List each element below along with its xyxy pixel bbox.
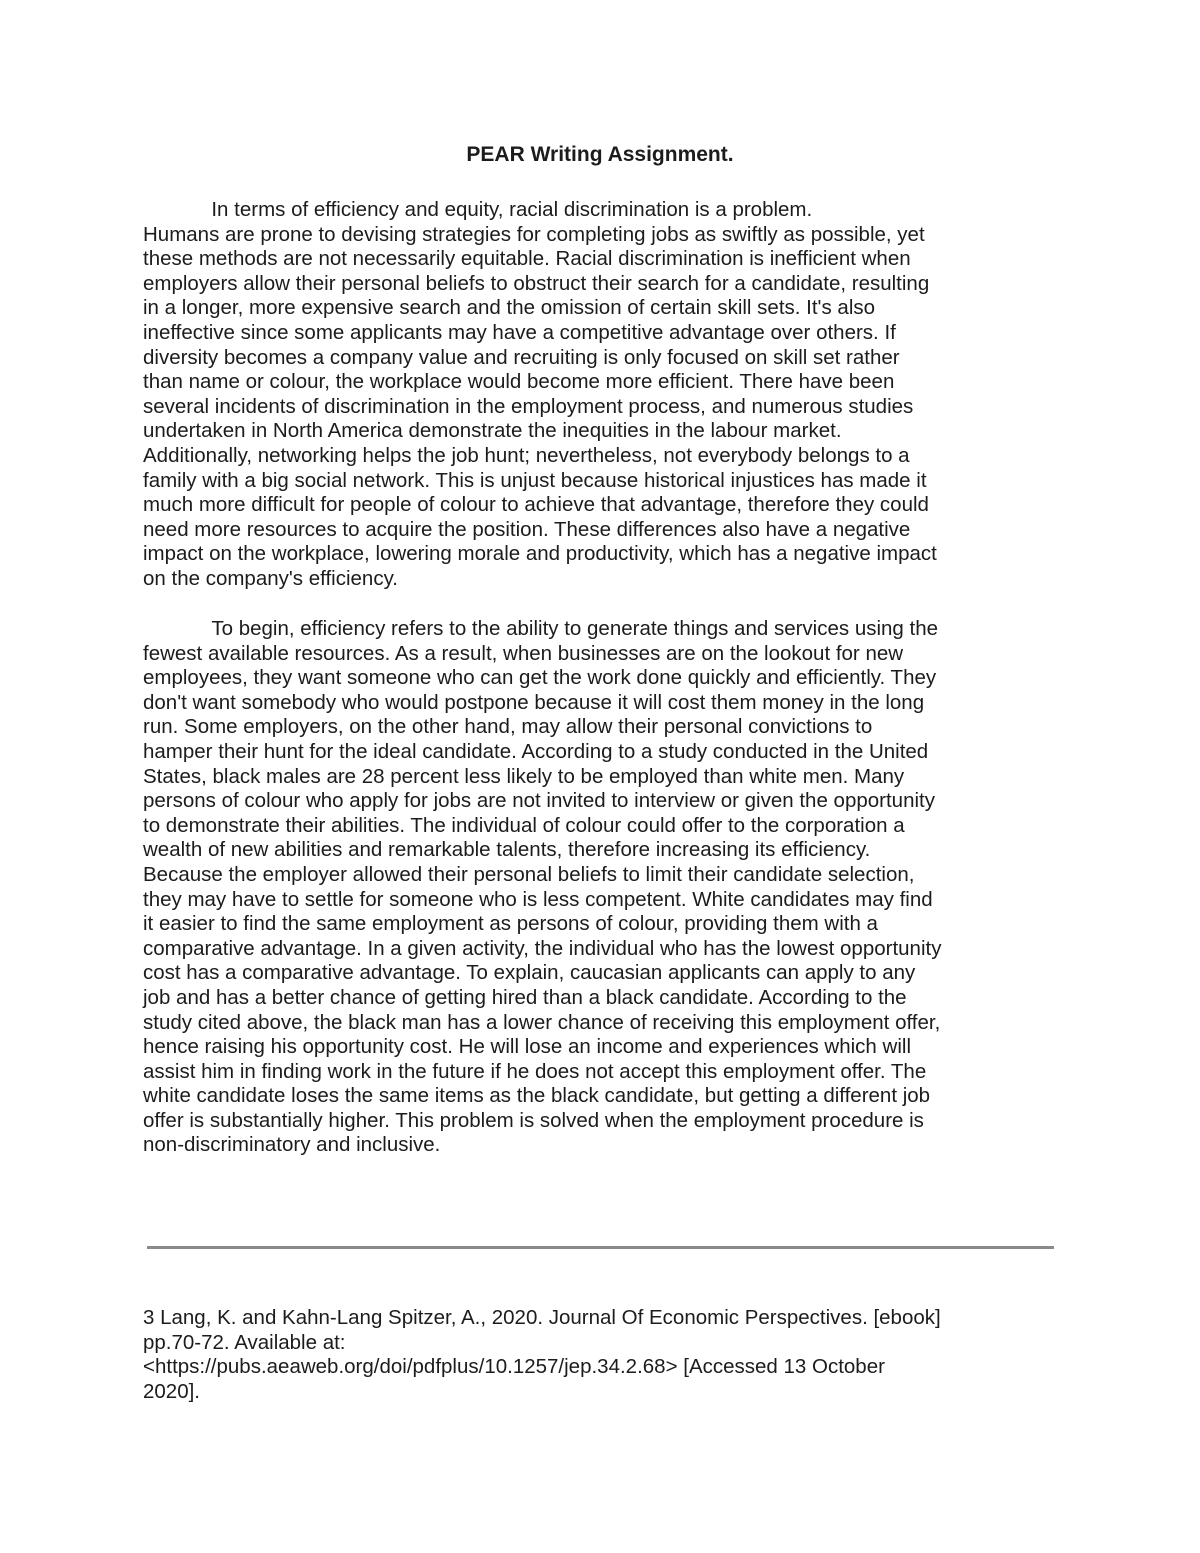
paragraph-efficiency: To begin, efficiency refers to the ability to generate things and services using the fewest available resources. As a result, when businesses are on the lookout for new employees, they want someone who can get the work done quickly and efficiently. They don't want somebody who would postpone because it will cost them money in the long run. Some employers, on the other hand, may allow their personal convictions to hamper their hunt for the ideal candidate. According to a study conducted in the United States, black males are 28 percent less likely to be employed than white men. Many persons of colour who apply for jobs are not invited to interview or given the opportunity to demonstrate their abilities. The individual of colour could offer to the corporation a wealth of new abilities and remarkable talents, therefore increasing its efficiency. Because the employer allowed their personal beliefs to limit their candidate selection, they may have to settle for someone who is less competent. White candidates may find it easier to find the same employment as persons of colour, providing them with a comparative advantage. In a given activity, the individual who has the lowest opportunity cost has a comparative advantage. To explain, caucasian applicants can apply to any job and has a better chance of getting hired than a black candidate. According to the study cited above, the black man has a lower chance of receiving this employment offer, hence raising his opportunity cost. He will lose an income and experiences which will assist him in finding work in the future if he does not accept this employment offer. The white candidate loses the same items as the black candidate, but getting a different job offer is substantially higher. This problem is solved when the employment procedure is non-discriminatory and inclusive. — [143, 617, 942, 1157]
footnote-citation: 3 Lang, K. and Kahn-Lang Spitzer, A., 2020. Journal Of Economic Perspectives. [ebook] pp.70-72. Available at: <https://pubs.aeaweb.org/doi/pdfplus/10.1257/jep.34.2.68> [Accessed 13 October 2020]. — [143, 1306, 941, 1403]
document-title: PEAR Writing Assignment. — [466, 143, 734, 166]
paragraph-intro: In terms of efficiency and equity, racial discrimination is a problem. Humans are prone to devising strategies for completing jobs as swiftly as possible, yet these methods are not necessarily equitable. Racial discrimination is inefficient when employers allow their personal beliefs to obstruct their search for a candidate, resulting in a longer, more expensive search and the omission of certain skill sets. It's also ineffective since some applicants may have a competitive advantage over others. If diversity becomes a company value and recruiting is only focused on skill set rather than name or colour, the workplace would become more efficient. There have been several incidents of discrimination in the employment process, and numerous studies undertaken in North America demonstrate the inequities in the labour market. Additionally, networking helps the job hunt; nevertheless, not everybody belongs to a family with a big social network. This is unjust because historical injustices has made it much more difficult for people of colour to achieve that advantage, therefore they could need more resources to acquire the position. These differences also have a negative impact on the workplace, lowering morale and productivity, which has a negative impact on the company's efficiency. — [143, 198, 937, 590]
footnote-divider — [147, 1246, 1054, 1249]
